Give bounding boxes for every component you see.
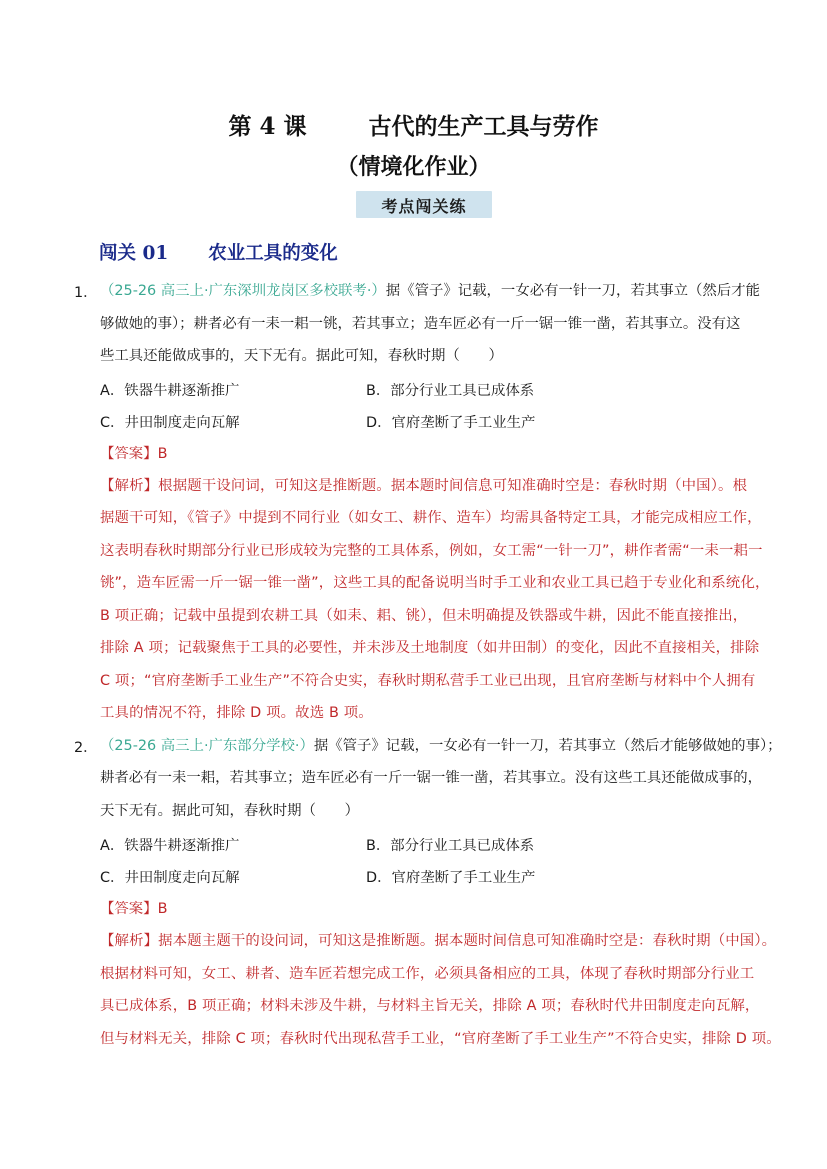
option-d[interactable]: D．官府垄断了手工业生产: [366, 870, 536, 886]
lesson-name: 古代的生产工具与劳作: [368, 113, 599, 140]
lesson-subtitle: （情境化作业）: [336, 154, 491, 180]
question-stem-line: （25-26 高三上·广东深圳龙岗区多校联考·）据《管子》记载，一女必有一针一刀，若其事立（然后才能: [100, 283, 760, 299]
analysis-line: 【解析】根据题干设问词，可知这是推断题。据本题时间信息可知准确时空是：春秋时期（中国）。根: [100, 478, 748, 494]
analysis-line: 排除 A 项；记载聚焦于工具的必要性，并未涉及土地制度（如井田制）的变化，因此不直接相关，排除: [100, 640, 760, 656]
section-title: 农业工具的变化: [208, 243, 338, 264]
question-stem-line: 够做她的事）；耕者必有一耒一耜一铫，若其事立；造车匠必有一斤一锯一锥一凿，若其事立。没有这: [100, 316, 741, 332]
section-code: 闯关 01: [99, 243, 169, 264]
section-heading: [99, 239, 338, 265]
option-c[interactable]: C．井田制度走向瓦解: [100, 415, 240, 431]
analysis-line: 铫”，造车匠需一斤一锯一锥一凿”，这些工具的配备说明当时手工业和农业工具已趋于专业化和系统化，: [100, 575, 770, 591]
question-source: （25-26 高三上·广东深圳龙岗区多校联考·）: [100, 283, 386, 299]
analysis-line: C 项；“官府垄断手工业生产”不符合史实，春秋时期私营手工业已出现，且官府垄断与材料中个人拥有: [100, 673, 756, 689]
analysis-line: 具已成体系，B 项正确；材料未涉及牛耕，与材料主旨无关，排除 A 项；春秋时代井田制度走向瓦解，: [100, 998, 760, 1014]
answer-label: 【答案】B: [100, 901, 168, 917]
question-stem-line: （25-26 高三上·广东部分学校·）据《管子》记载，一女必有一针一刀，若其事立（然后才能够做她的事）；: [100, 738, 782, 754]
option-a[interactable]: A．铁器牛耕逐渐推广: [100, 838, 240, 854]
question-source: （25-26 高三上·广东部分学校·）: [100, 738, 314, 754]
question-stem-line: 耕者必有一耒一耜，若其事立；造车匠必有一斤一锯一锥一凿，若其事立。没有这些工具还能做成事的，: [100, 770, 762, 786]
analysis-line: 工具的情况不符，排除 D 项。故选 B 项。: [100, 705, 373, 721]
analysis-line: B 项正确；记载中虽提到农耕工具（如耒、耜、铫），但未明确提及铁器或牛耕，因此不能直接推出，: [100, 608, 748, 624]
option-b[interactable]: B．部分行业工具已成体系: [366, 383, 535, 399]
lesson-number: 第 4 课: [228, 113, 307, 140]
question-number: 1．: [74, 285, 98, 301]
option-c[interactable]: C．井田制度走向瓦解: [100, 870, 240, 886]
section-badge-label: 考点闯关练: [381, 197, 467, 216]
analysis-line: 但与材料无关，排除 C 项；春秋时代出现私营手工业，“官府垄断了手工业生产”不符合史实，排除 D 项。: [100, 1031, 781, 1047]
section-badge: [356, 191, 492, 218]
analysis-line: 据题干可知，《管子》中提到不同行业（如女工、耕作、造车）均需具备特定工具，才能完成相应工作，: [100, 510, 762, 526]
analysis-line: 这表明春秋时期部分行业已形成较为完整的工具体系，例如，女工需“一针一刀”，耕作者需“一耒一耜一: [100, 543, 763, 559]
answer-label: 【答案】B: [100, 446, 168, 462]
question-number: 2．: [74, 740, 98, 756]
lesson-title: [0, 108, 827, 141]
option-a[interactable]: A．铁器牛耕逐渐推广: [100, 383, 240, 399]
question-stem-line: 些工具还能做成事的，天下无有。据此可知，春秋时期（ ）: [100, 348, 503, 364]
analysis-line: 【解析】据本题主题干的设问词，可知这是推断题。据本题时间信息可知准确时空是：春秋时期（中国）。: [100, 933, 777, 949]
question-stem-line: 天下无有。据此可知，春秋时期（ ）: [100, 803, 360, 819]
analysis-line: 根据材料可知，女工、耕者、造车匠若想完成工作，必须具备相应的工具，体现了春秋时期部分行业工: [100, 966, 755, 982]
option-b[interactable]: B．部分行业工具已成体系: [366, 838, 535, 854]
option-d[interactable]: D．官府垄断了手工业生产: [366, 415, 536, 431]
